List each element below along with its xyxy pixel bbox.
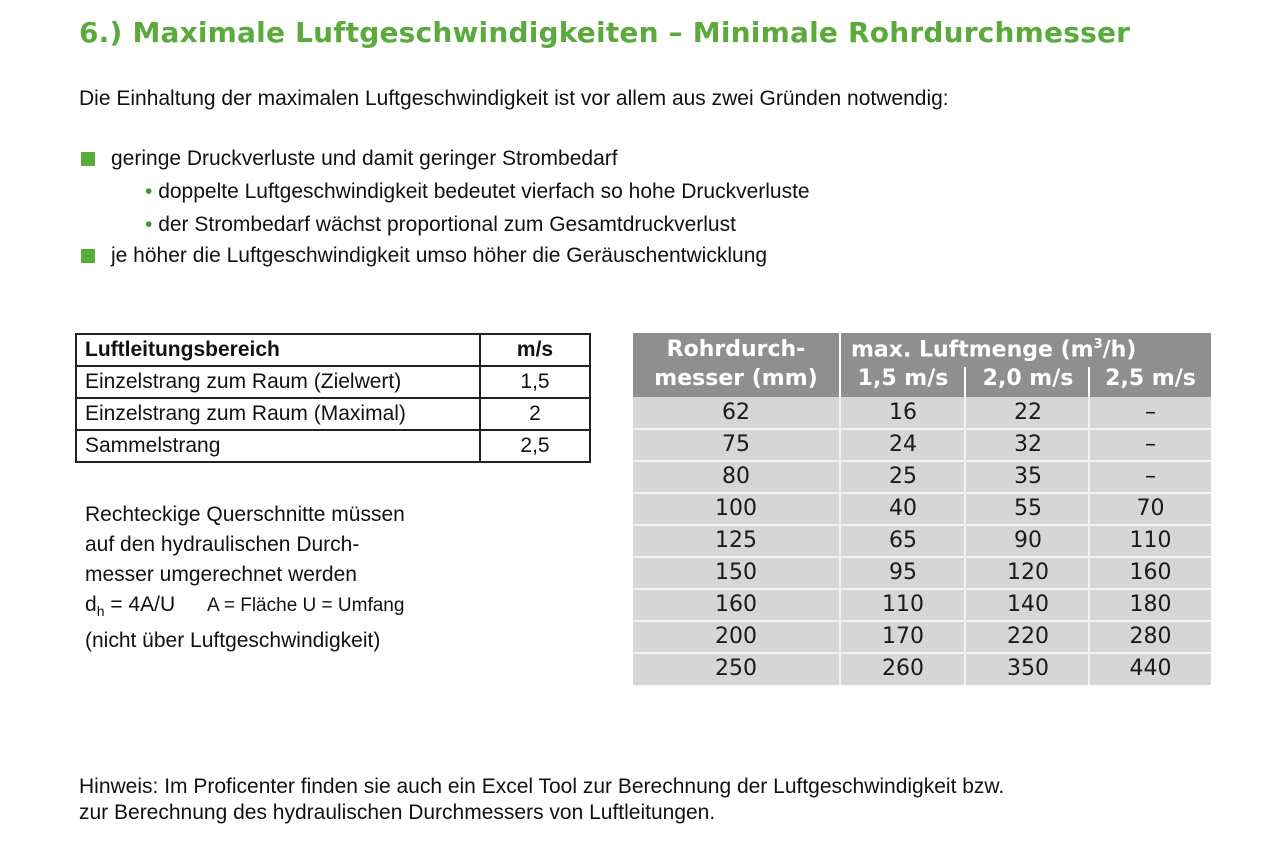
note-line: messer umgerechnet werden (85, 563, 357, 586)
square-bullet-icon (81, 249, 95, 263)
column-divider (1088, 397, 1090, 685)
table-row (633, 493, 1211, 525)
table-row (633, 429, 1211, 461)
col-header-diameter-2: messer (mm) (654, 366, 818, 391)
table-cell: – (1145, 432, 1156, 457)
dot-bullet-icon: • (145, 213, 153, 236)
table-row (76, 366, 590, 398)
bullet-1-text: geringe Druckverluste und damit geringer Strombedarf (111, 147, 618, 170)
formula-line (85, 590, 405, 626)
page-title: 6.) Maximale Luftgeschwindigkeiten – Minimale Rohrdurchmesser (79, 16, 1131, 49)
dot-bullet-icon: • (145, 180, 153, 203)
velocity-table (75, 333, 591, 463)
table-cell: 55 (1014, 496, 1042, 521)
table-header: m/s (480, 334, 590, 366)
table-cell: – (1145, 400, 1156, 425)
hint-text (79, 774, 1004, 826)
sub-bullet-1-text: doppelte Luftgeschwindigkeit bedeutet vierfach so hohe Druckverluste (158, 180, 810, 203)
intro-text: Die Einhaltung der maximalen Luftgeschwindigkeit ist vor allem aus zwei Gründen notwendig: (79, 87, 949, 110)
col-header-diameter-1: Rohrdurch- (666, 337, 806, 362)
table-cell: 22 (1014, 400, 1042, 425)
bullet-2-text: je höher die Luftgeschwindigkeit umso höher die Geräuschentwicklung (111, 244, 768, 267)
airflow-table (633, 333, 1211, 685)
row-divider (633, 588, 1211, 590)
table-cell: 35 (1014, 464, 1042, 489)
sub-bullet-2-text: der Strombedarf wächst proportional zum Gesamtdruckverlust (158, 213, 736, 236)
table-cell: Sammelstrang (76, 430, 480, 462)
table-cell: 160 (715, 592, 757, 617)
hint-line: zur Berechnung des hydraulischen Durchmessers von Luftleitungen. (79, 801, 716, 824)
table-cell: 100 (715, 496, 757, 521)
table-cell: 220 (1007, 624, 1049, 649)
row-divider (633, 620, 1211, 622)
table-cell: Einzelstrang zum Raum (Zielwert) (76, 366, 480, 398)
formula-legend: A = Fläche U = Umfang (206, 595, 405, 616)
table-cell: 16 (889, 400, 917, 425)
table-row (76, 398, 590, 430)
note-line: auf den hydraulischen Durch- (85, 533, 360, 556)
note-block (85, 500, 405, 656)
sub-bullet-1 (145, 179, 810, 205)
formula-subscript: h (96, 603, 105, 620)
column-divider (839, 333, 841, 397)
table-row (633, 589, 1211, 621)
table-cell: Einzelstrang zum Raum (Maximal) (76, 398, 480, 430)
table-cell: 260 (882, 656, 924, 681)
table-cell: 180 (1129, 592, 1172, 617)
column-divider (1088, 367, 1090, 397)
table-cell: 440 (1129, 656, 1172, 681)
table-cell: 350 (1007, 656, 1049, 681)
table-row (633, 461, 1211, 493)
table-row (633, 525, 1211, 557)
table-cell: 280 (1129, 624, 1172, 649)
row-divider (633, 428, 1211, 430)
group-header (851, 337, 1136, 362)
note-line: Rechteckige Querschnitte müssen (85, 503, 405, 526)
table-cell: 24 (889, 432, 917, 457)
table-cell: 170 (882, 624, 924, 649)
table-cell: 25 (889, 464, 917, 489)
table-cell: 110 (882, 592, 924, 617)
hint-line: Hinweis: Im Proficenter finden sie auch ein Excel Tool zur Berechnung der Luftgeschwindigkeit bzw. (79, 775, 1005, 798)
table-cell: 75 (722, 432, 750, 457)
table-cell: 40 (889, 496, 917, 521)
table-header-row (76, 334, 590, 366)
table-row (633, 557, 1211, 589)
formula-d: d (85, 593, 97, 616)
table-cell: 80 (722, 464, 750, 489)
col-header-speed: 2,0 m/s (982, 366, 1074, 391)
table-cell: 65 (889, 528, 917, 553)
row-divider (633, 492, 1211, 494)
table-cell: 32 (1014, 432, 1042, 457)
group-header-sup: 3 (1093, 337, 1103, 352)
table-row (633, 397, 1211, 429)
table-row (633, 621, 1211, 653)
table-cell: 90 (1014, 528, 1042, 553)
table-cell: 110 (1129, 528, 1172, 553)
column-divider (964, 397, 966, 685)
airflow-table-header (633, 333, 1211, 397)
table-cell: 1,5 (480, 366, 590, 398)
column-divider (839, 397, 841, 685)
table-cell: 2 (480, 398, 590, 430)
table-cell: 200 (715, 624, 757, 649)
table-header: Luftleitungsbereich (76, 334, 480, 366)
table-cell: – (1145, 464, 1156, 489)
formula-rest: = 4A/U (104, 593, 176, 616)
table-cell: 150 (715, 560, 757, 585)
row-divider (633, 556, 1211, 558)
table-cell: 2,5 (480, 430, 590, 462)
group-header-text: max. Luftmenge (m (851, 337, 1094, 363)
table-cell: 160 (1129, 560, 1172, 585)
table-cell: 125 (715, 528, 757, 553)
row-divider (633, 524, 1211, 526)
row-divider (633, 460, 1211, 462)
sub-bullet-2 (145, 212, 736, 238)
table-row (76, 430, 590, 462)
col-header-speed: 2,5 m/s (1105, 366, 1196, 391)
table-cell: 140 (1007, 592, 1049, 617)
table-cell: 70 (1136, 496, 1165, 521)
group-header-unit: /h) (1102, 337, 1137, 363)
square-bullet-icon (81, 152, 95, 166)
note-line: (nicht über Luftgeschwindigkeit) (85, 629, 381, 653)
column-divider (964, 367, 966, 397)
table-cell: 250 (715, 656, 757, 681)
table-cell: 62 (722, 400, 750, 425)
table-row (633, 653, 1211, 685)
table-cell: 120 (1007, 560, 1049, 585)
table-cell: 95 (889, 560, 917, 585)
row-divider (633, 652, 1211, 654)
col-header-speed: 1,5 m/s (857, 366, 949, 391)
